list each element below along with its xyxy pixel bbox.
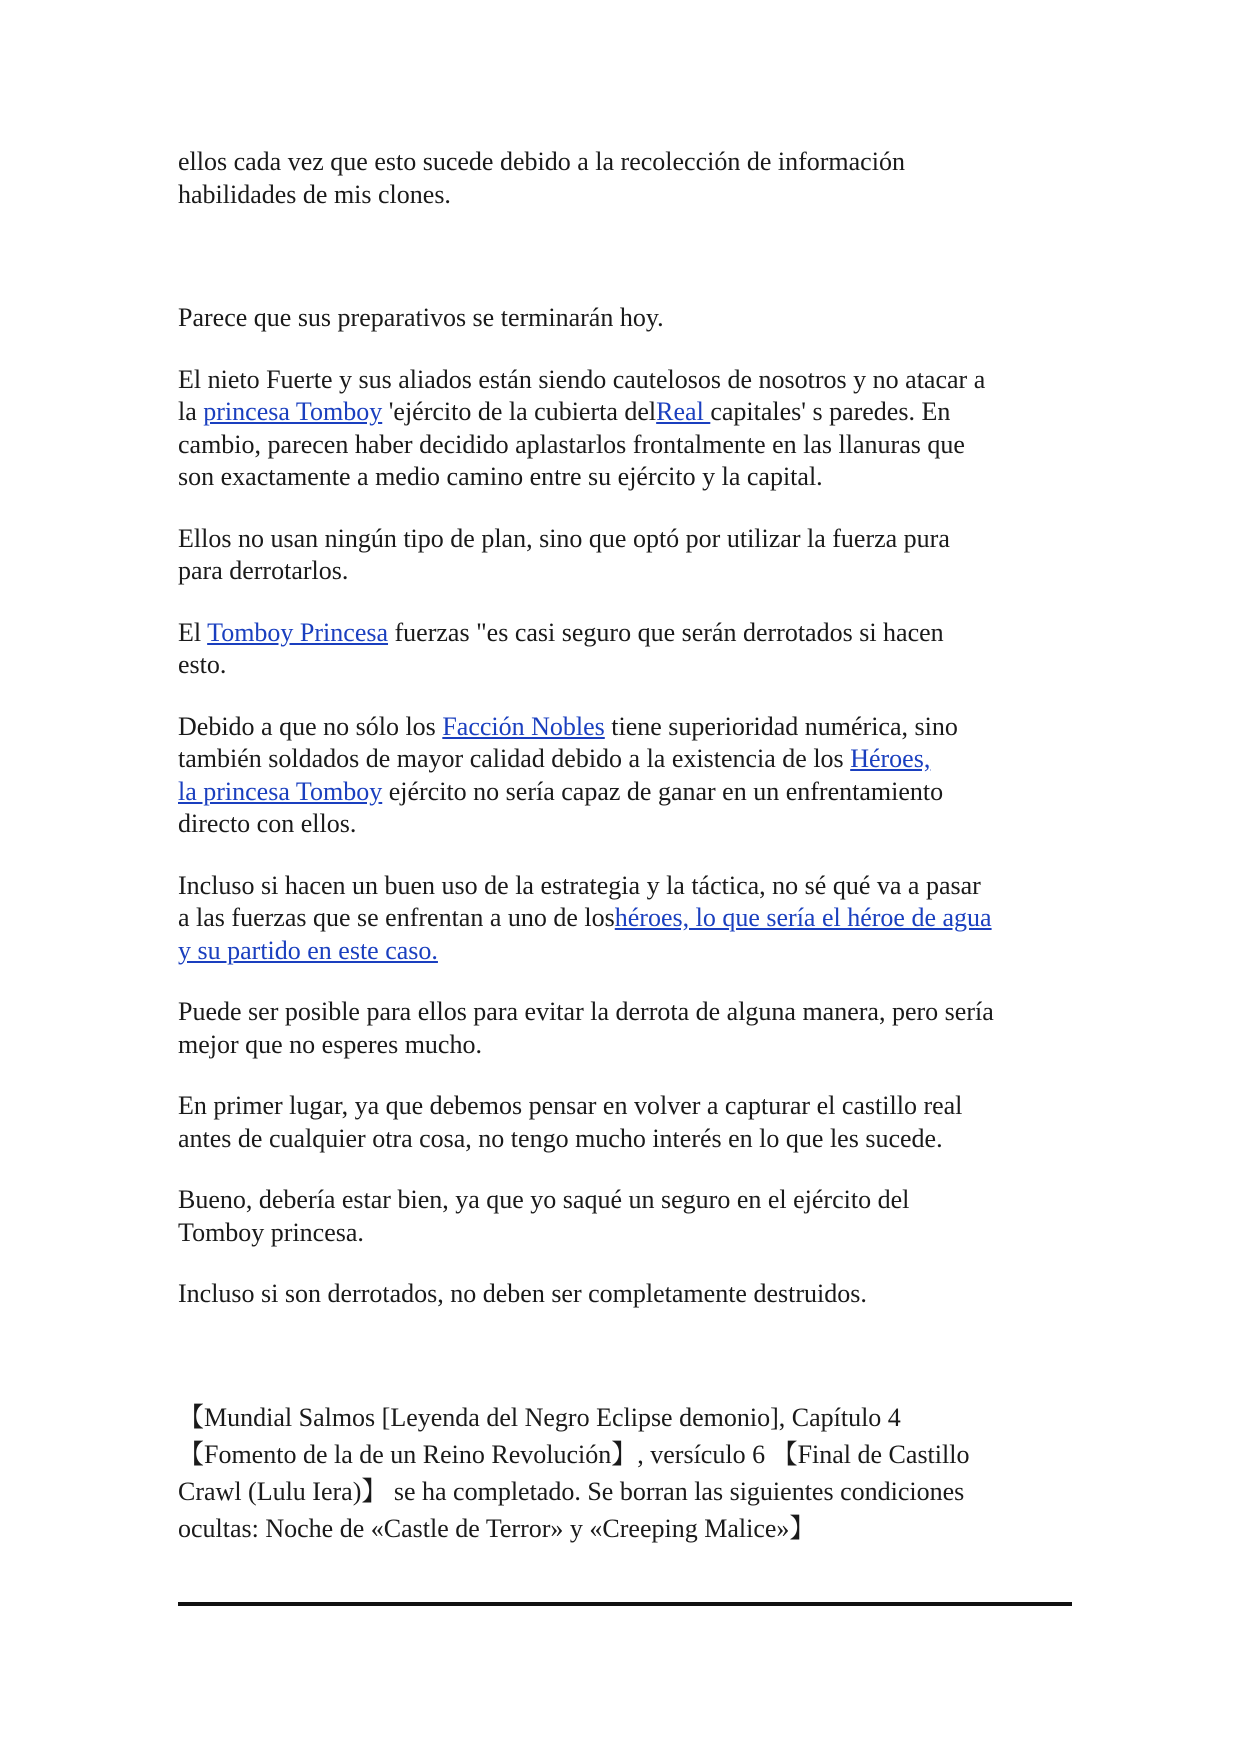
p4-line-2: para derrotarlos.	[178, 556, 349, 585]
p8-line-1: Puede ser posible para ellos para evitar la derrota de alguna manera, pero sería	[178, 997, 994, 1026]
paragraph-4	[178, 523, 1074, 588]
link-su-partido[interactable]: y su partido en este caso.	[178, 935, 438, 965]
p8-line-2: mejor que no esperes mucho.	[178, 1029, 482, 1059]
p9-line-1: En primer lugar, ya que debemos pensar en volver a capturar el castillo real	[178, 1091, 963, 1120]
link-la-princesa-tomboy[interactable]: la princesa Tomboy	[178, 776, 383, 806]
p7-text: a las fuerzas que se enfrentan a uno de los	[178, 903, 615, 932]
p10-line-1: Bueno, debería estar bien, ya que yo saqué un seguro en el ejército del	[178, 1185, 910, 1214]
p6-text: Debido a que no sólo los	[178, 711, 443, 741]
verse-line-1: 【Mundial Salmos [Leyenda del Negro Eclipse demonio], Capítulo 4	[178, 1402, 901, 1432]
p3-line-3: cambio, parecen haber decidido aplastarlos frontalmente en las llanuras que	[178, 429, 965, 459]
document-body	[178, 146, 1074, 1547]
p3-text: 'ejército de la cubierta del	[382, 397, 657, 426]
p9-line-2: antes de cualquier otra cosa, no tengo mucho interés en lo que les sucede.	[178, 1123, 943, 1153]
paragraph-11: Incluso si son derrotados, no deben ser completamente destruidos.	[178, 1279, 867, 1308]
p5-line-2: esto.	[178, 650, 227, 679]
paragraph-9	[178, 1090, 1074, 1155]
link-princesa-tomboy[interactable]: princesa Tomboy	[203, 397, 383, 426]
link-heroes[interactable]: Héroes,	[850, 744, 931, 773]
paragraph-3	[178, 364, 1074, 494]
verse-line-2: 【Fomento de la de un Reino Revolución】, versículo 6 【Final de Castillo	[178, 1439, 970, 1469]
paragraph-1	[178, 146, 1074, 211]
p4-line-1: Ellos no usan ningún tipo de plan, sino que optó por utilizar la fuerza pura	[178, 523, 950, 553]
p1-line-2: habilidades de mis clones.	[178, 179, 451, 209]
paragraph-8	[178, 996, 1074, 1061]
link-real[interactable]: Real	[656, 397, 711, 426]
p6-text: ejército no sería capaz de ganar en un enfrentamiento	[382, 776, 944, 806]
p10-line-2: Tomboy princesa.	[178, 1217, 364, 1247]
p3-text: la	[178, 397, 204, 426]
p1-line-1: ellos cada vez que esto sucede debido a la recolección de información	[178, 147, 905, 176]
paragraph-6	[178, 711, 1074, 841]
p5-text: El	[178, 617, 208, 647]
paragraph-7	[178, 870, 1074, 968]
p3-line-4: son exactamente a medio camino entre su ejército y la capital.	[178, 462, 823, 491]
p6-text: también soldados de mayor calidad debido a la existencia de los	[178, 744, 851, 773]
link-faccion-nobles[interactable]: Facción Nobles	[442, 711, 605, 741]
p3-text: capitales' s paredes. En	[710, 397, 951, 426]
paragraph-10	[178, 1184, 1074, 1249]
link-tomboy-princesa[interactable]: Tomboy Princesa	[207, 617, 389, 647]
p3-line-1: El nieto Fuerte y sus aliados están siendo cautelosos de nosotros y no atacar a	[178, 364, 986, 394]
p6-text: tiene superioridad numérica, sino	[604, 711, 958, 741]
verse-notice	[178, 1399, 1074, 1547]
verse-line-3: Crawl (Lulu Iera)】 se ha completado. Se borran las siguientes condiciones	[178, 1476, 965, 1506]
paragraph-5	[178, 617, 1074, 682]
p7-line-1: Incluso si hacen un buen uso de la estrategia y la táctica, no sé qué va a pasar	[178, 870, 981, 900]
link-heroes-agua[interactable]: héroes, lo que sería el héroe de agua	[614, 903, 992, 932]
verse-line-4: ocultas: Noche de «Castle de Terror» y «Creeping Malice»】	[178, 1513, 816, 1543]
horizontal-rule	[178, 1602, 1072, 1606]
paragraph-2: Parece que sus preparativos se terminarán hoy.	[178, 303, 664, 332]
p5-text: fuerzas "es casi seguro que serán derrotados si hacen	[388, 617, 944, 647]
p6-line-4: directo con ellos.	[178, 809, 357, 838]
